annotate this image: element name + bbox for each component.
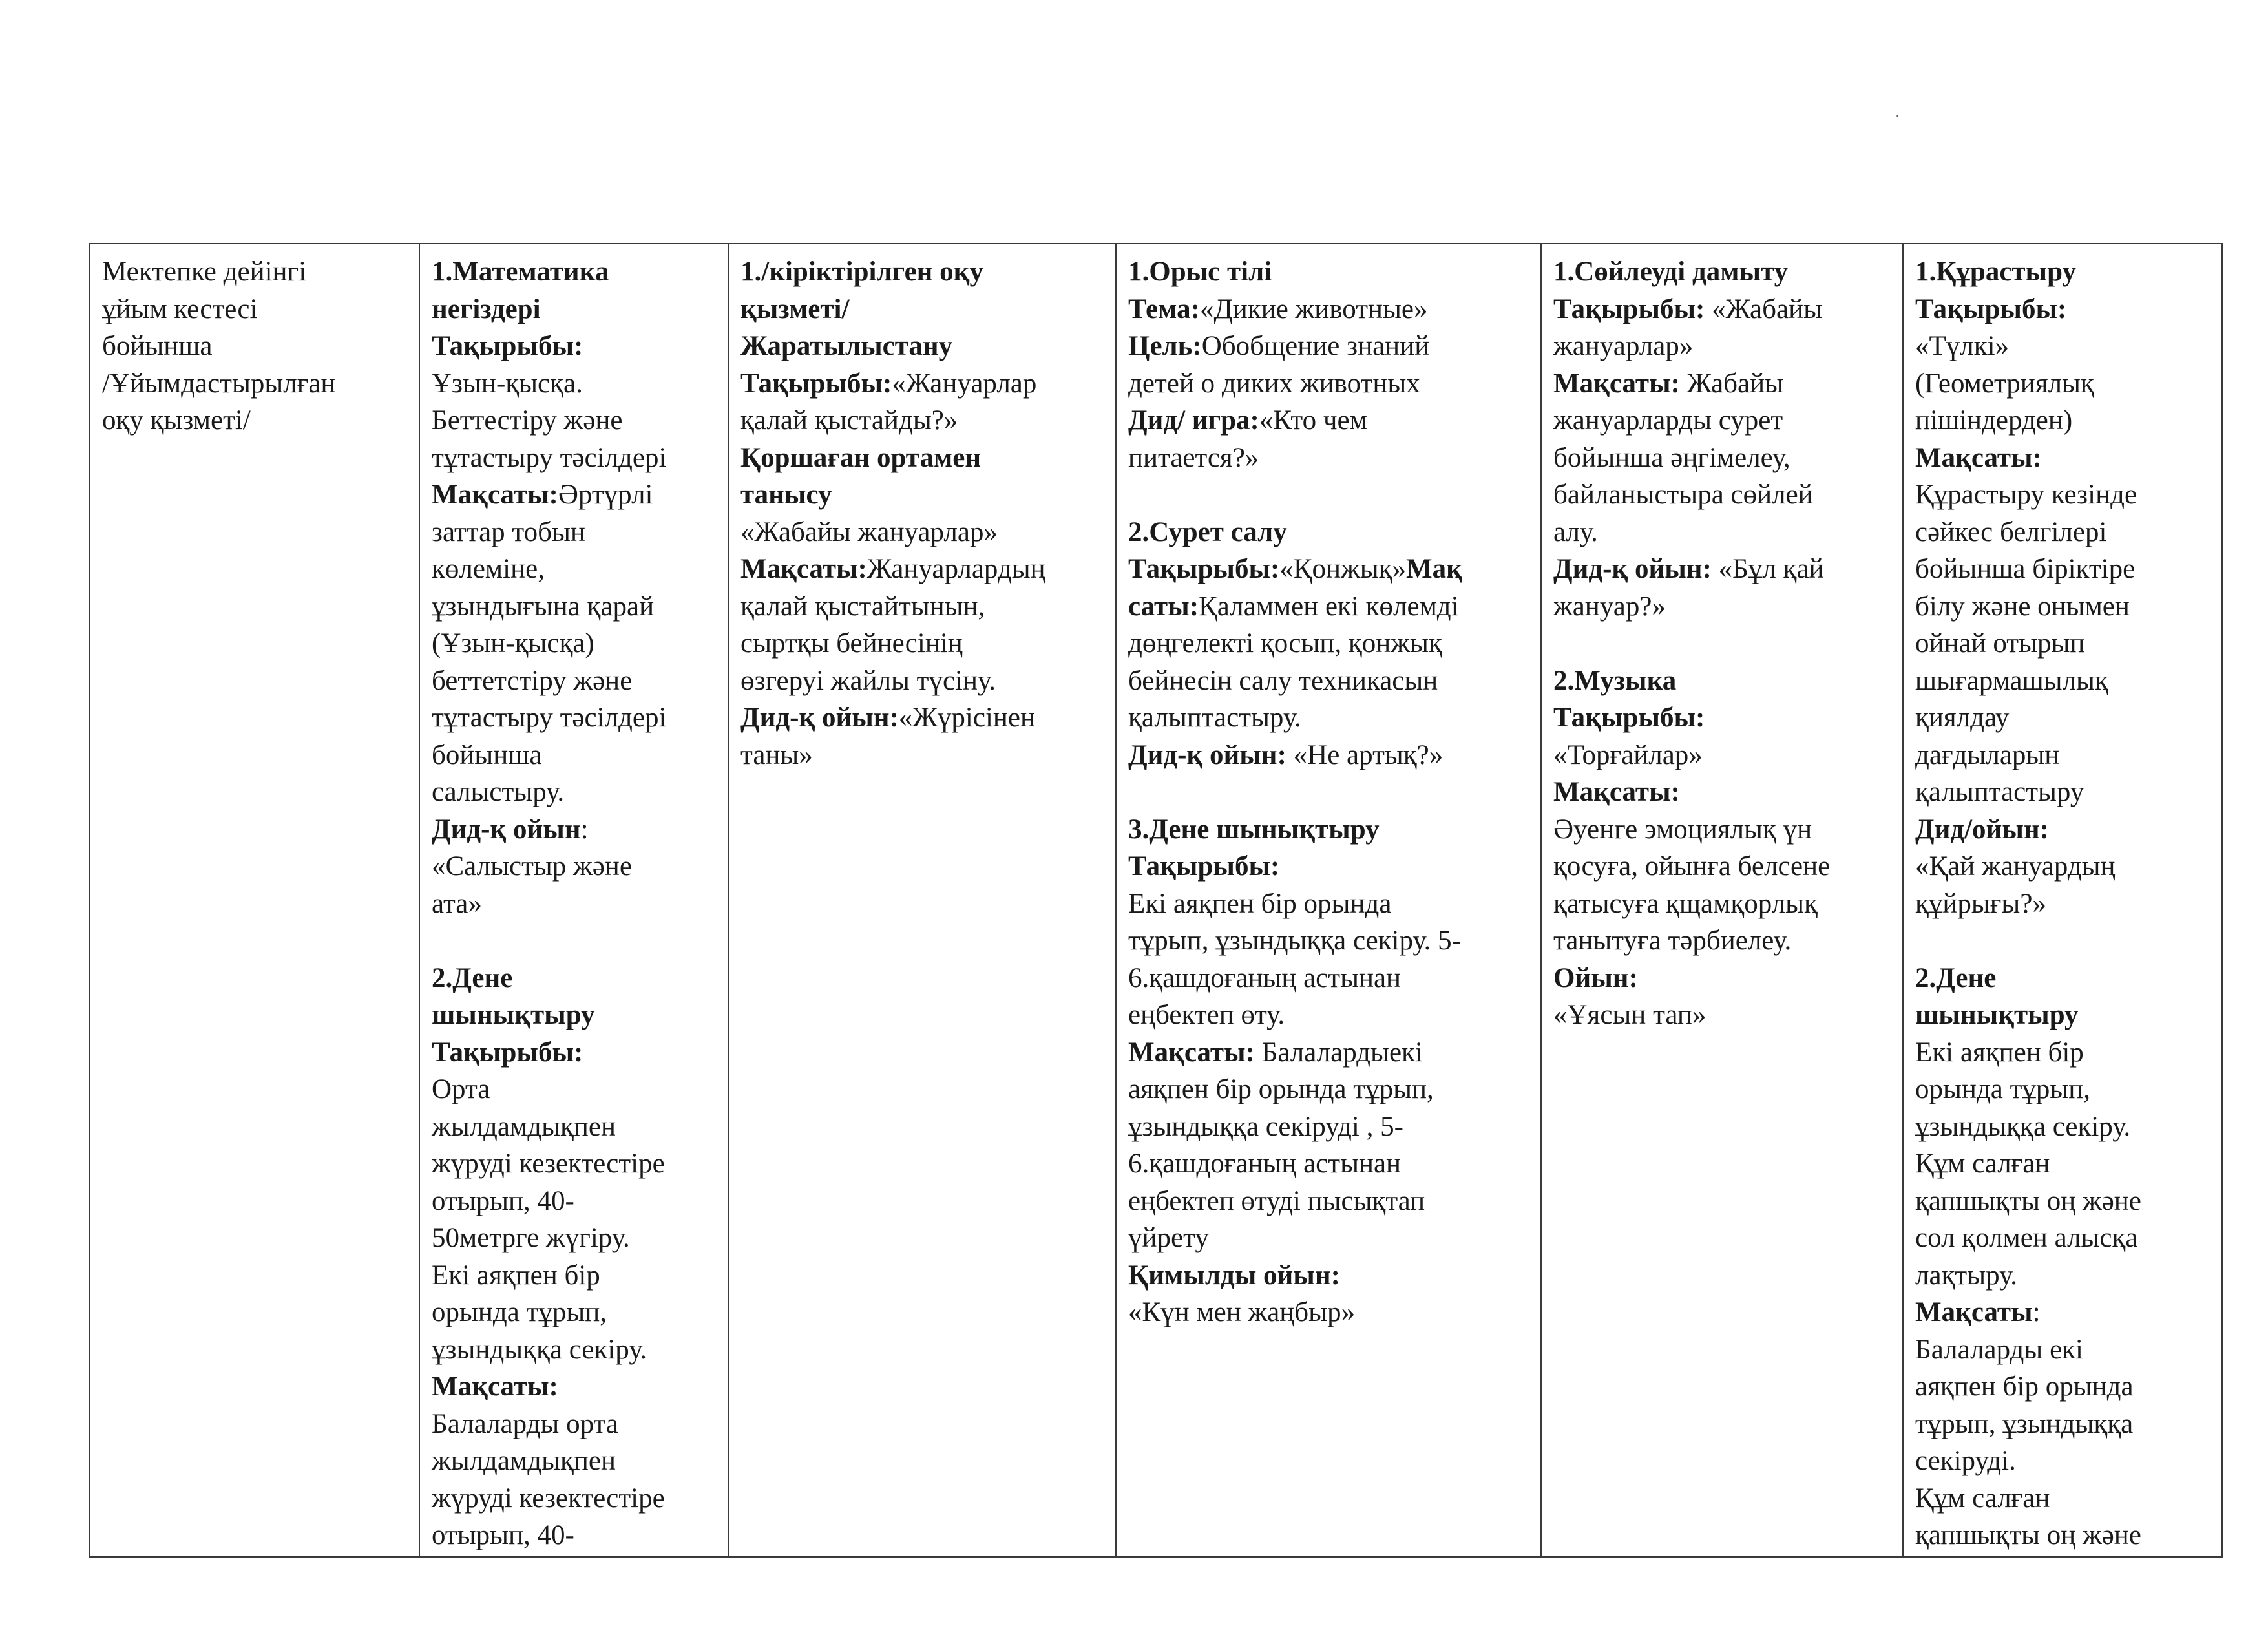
text-line: ұзындығына қарай (432, 591, 655, 622)
text-line: үйрету (1128, 1223, 1209, 1253)
text-line: тұрып, ұзындыққа (1915, 1408, 2134, 1439)
text-line: ұзындыққа секіру. (1915, 1111, 2131, 1142)
text-line: ұйым кестесі (102, 293, 258, 324)
bold-label: Мақсаты (1915, 1297, 2033, 1327)
cell-organization-label (90, 244, 419, 1557)
text-line: Ұзын-қысқа. (432, 368, 583, 399)
text-run: «Дикие животные» (1199, 293, 1428, 324)
text-line (1915, 1294, 2210, 1331)
text-line: алу. (1553, 516, 1598, 547)
text-line (1553, 365, 1891, 403)
bold-label: Тақырыбы: (740, 368, 892, 399)
text-line: Тақырыбы: (1915, 293, 2067, 324)
bold-label: Мақсаты: (432, 480, 558, 510)
cell-math-physical (419, 244, 728, 1557)
text-run: «Жануарлар (892, 368, 1037, 399)
blank-line (432, 922, 716, 960)
text-line: сол қолмен алысқа (1915, 1223, 2138, 1253)
text-line: жүруді кезектестіре (432, 1148, 665, 1179)
text-line (1128, 737, 1529, 774)
blank-line (1128, 774, 1529, 811)
text-line: еңбектеп өтуді пысықтап (1128, 1185, 1425, 1216)
bold-label: Мақсаты: (1553, 368, 1680, 399)
text-line: отырып, 40- (432, 1185, 574, 1216)
text-line (1128, 551, 1529, 588)
bold-label: Дид-қ ойын: (740, 703, 899, 733)
text-line: /Ұйымдастырылған (102, 368, 336, 399)
text-line (740, 551, 1104, 588)
text-run: Жануарлардың (866, 554, 1045, 584)
text-line: лақтыру. (1915, 1260, 2017, 1291)
text-line: қызметі/ (740, 293, 850, 324)
text-line: Құрастыру кезінде (1915, 480, 2137, 510)
text-line: «Күн мен жаңбыр» (1128, 1297, 1356, 1327)
cell-russian-art-physical (1116, 244, 1541, 1557)
text-line: танытуға тәрбиелеу. (1553, 925, 1792, 956)
text-line: (Ұзын-қысқа) (432, 628, 594, 659)
text-line: қалай қыстайтынын, (740, 591, 985, 622)
text-line: бойынша (102, 331, 213, 361)
text-line: қалыптастыру (1915, 777, 2084, 807)
bold-label: Тема: (1128, 293, 1200, 324)
text-line: Құм салған (1915, 1483, 2050, 1514)
text-run: Қаламмен екі көлемді (1199, 591, 1459, 622)
bold-label: саты: (1128, 591, 1199, 622)
text-line: 50метрге жүгіру. (432, 1223, 630, 1253)
text-line: Балаларды екі (1915, 1334, 2083, 1365)
text-line: бойынша (432, 739, 542, 770)
text-line: Ойын: (1553, 962, 1638, 993)
text-line: танысу (740, 480, 832, 510)
text-line: тұтастыру тәсілдері (432, 442, 667, 473)
blank-line (1553, 625, 1891, 662)
bold-label: Мақсаты: (740, 554, 867, 584)
text-line: (Геометриялық (1915, 368, 2094, 399)
text-line: қапшықты оң және (1915, 1520, 2141, 1550)
text-line: Тақырыбы: (432, 331, 583, 361)
text-line: Беттестіру және (432, 405, 623, 436)
text-line (1553, 291, 1891, 328)
text-line: көлеміне, (432, 554, 545, 584)
text-line: бойынша біріктіре (1915, 554, 2136, 584)
text-run: «Жүрісінен (898, 703, 1036, 733)
cell-construction-physical (1903, 244, 2222, 1557)
text-line: питается?» (1128, 442, 1259, 473)
text-run: «Не артық?» (1286, 739, 1444, 770)
text-line: Қимылды ойын: (1128, 1260, 1340, 1291)
bold-label: Дид/ игра: (1128, 405, 1259, 436)
text-line: Мақсаты: (1553, 777, 1680, 807)
text-line: Екі аяқпен бір орында (1128, 888, 1392, 919)
text-line: Екі аяқпен бір (1915, 1037, 2084, 1068)
text-line (432, 811, 716, 849)
text-line: бейнесін салу техникасын (1128, 665, 1438, 696)
text-line: дағдыларын (1915, 739, 2060, 770)
text-line: қапшықты оң және (1915, 1185, 2141, 1216)
text-line: 1.Математика (432, 257, 609, 287)
text-line: 2.Музыка (1553, 665, 1677, 696)
text-line: өзгеруі жайлы түсіну. (740, 665, 996, 696)
text-line: шынықтыру (432, 1000, 595, 1030)
text-run: Әртүрлі (558, 480, 653, 510)
bold-label: Мақсаты: (1128, 1037, 1255, 1068)
text-line: Тақырыбы: (1553, 703, 1705, 733)
text-line: қалыптастыру. (1128, 703, 1301, 733)
bold-label: Цель: (1128, 331, 1202, 361)
text-line: қатысуға қщамқорлық (1553, 888, 1818, 919)
text-line: таны» (740, 739, 813, 770)
bold-label: Тақырыбы: (1553, 293, 1705, 324)
text-line: негіздері (432, 293, 541, 324)
table-row (90, 244, 2222, 1557)
text-line: «Салыстыр және (432, 851, 632, 882)
text-line (740, 365, 1104, 403)
bold-label: Мақ (1406, 554, 1462, 584)
text-line: пішіндерден) (1915, 405, 2073, 436)
text-line: 2.Дене (432, 962, 513, 993)
text-line (1128, 402, 1529, 439)
text-line: 6.қашдоғаның астынан (1128, 1148, 1402, 1179)
text-line: Тақырыбы: (1128, 851, 1280, 882)
text-line: білу және онымен (1915, 591, 2130, 622)
bold-label: Дид-қ ойын (432, 814, 581, 845)
text-line: жүруді кезектестіре (432, 1483, 665, 1514)
text-line: ойнай отырып (1915, 628, 2085, 659)
text-line (1128, 328, 1529, 365)
text-line: Екі аяқпен бір (432, 1260, 600, 1291)
text-line: аяқпен бір орында (1915, 1371, 2134, 1402)
cell-integrated-activity (728, 244, 1116, 1557)
text-line: «Қай жануардың (1915, 851, 2116, 882)
bold-label: Дид-қ ойын: (1128, 739, 1286, 770)
text-line: жануарлар» (1553, 331, 1694, 361)
text-line: тұрып, ұзындыққа секіру. 5- (1128, 925, 1461, 956)
text-line (1128, 291, 1529, 328)
text-line: дөңгелекті қосып, қонжық (1128, 628, 1442, 659)
text-line: 3.Дене шынықтыру (1128, 814, 1380, 845)
text-run: «Бұл қай (1711, 554, 1824, 584)
text-line: 1./кіріктірілген оқу (740, 257, 983, 287)
text-line: Мақсаты: (1915, 442, 2042, 473)
text-line: тұтастыру тәсілдері (432, 703, 667, 733)
text-line: «Жабайы жануарлар» (740, 516, 998, 547)
bold-label: Дид-қ ойын: (1553, 554, 1712, 584)
blank-line (1128, 476, 1529, 514)
text-line: «Торғайлар» (1553, 739, 1703, 770)
text-line: Балаларды орта (432, 1408, 618, 1439)
text-run: «Кто чем (1259, 405, 1367, 436)
text-line: «Түлкі» (1915, 331, 2010, 361)
bold-label: Тақырыбы: (1128, 554, 1280, 584)
text-line: қосуға, ойынға белсене (1553, 851, 1831, 882)
text-line: бойынша әңгімелеу, (1553, 442, 1790, 473)
text-line: 1.Орыс тілі (1128, 257, 1272, 287)
text-line: 2.Сурет салу (1128, 516, 1287, 547)
text-line: байланыстыра сөйлей (1553, 480, 1813, 510)
text-line: 1.Сөйлеуді дамыту (1553, 257, 1789, 287)
text-line: жануар?» (1553, 591, 1666, 622)
text-line: сәйкес белгілері (1915, 516, 2107, 547)
text-line: заттар тобын (432, 516, 585, 547)
text-line: оқу қызметі/ (102, 405, 251, 436)
text-line: Тақырыбы: (432, 1037, 583, 1068)
text-line: 2.Дене (1915, 962, 1997, 993)
text-line: секіруді. (1915, 1446, 2016, 1476)
text-run: Жабайы (1679, 368, 1784, 399)
text-line: Мектепке дейінгі (102, 257, 307, 287)
text-line: құйрығы?» (1915, 888, 2046, 919)
text-run: : (580, 814, 589, 845)
text-line: Әуенге эмоциялық үн (1553, 814, 1812, 845)
text-line: шынықтыру (1915, 1000, 2079, 1030)
text-run: «Жабайы (1705, 293, 1823, 324)
text-line: Жаратылыстану (740, 331, 953, 361)
scan-speck (1896, 115, 1898, 117)
text-line: сыртқы бейнесінің (740, 628, 963, 659)
text-line (432, 476, 716, 514)
text-line: орында тұрып, (432, 1297, 607, 1327)
text-line (1128, 588, 1529, 626)
text-line: ұзындыққа секіру. (432, 1334, 647, 1365)
text-line: 1.Құрастыру (1915, 257, 2076, 287)
text-line: ата» (432, 888, 482, 919)
text-line: Қоршаған ортамен (740, 442, 982, 473)
text-line (1128, 1034, 1529, 1072)
text-line: жануарларды сурет (1553, 405, 1783, 436)
text-line: Орта (432, 1074, 490, 1104)
text-line: еңбектеп өту. (1128, 1000, 1285, 1030)
text-line: қиялдау (1915, 703, 2010, 733)
text-line (1553, 551, 1891, 588)
text-line: жылдамдықпен (432, 1111, 616, 1142)
cell-speech-music (1541, 244, 1903, 1557)
text-line: қалай қыстайды?» (740, 405, 958, 436)
text-line: ұзындыққа секіруді , 5- (1128, 1111, 1403, 1142)
text-line: «Ұясын тап» (1553, 1000, 1706, 1030)
text-line: шығармашылық (1915, 665, 2108, 696)
text-line: орында тұрып, (1915, 1074, 2091, 1104)
text-line: аяқпен бір орында тұрып, (1128, 1074, 1434, 1104)
text-line: жылдамдықпен (432, 1446, 616, 1476)
text-run: : (2032, 1297, 2041, 1327)
text-line: 6.қашдоғаның астынан (1128, 962, 1402, 993)
text-line: Мақсаты: (432, 1371, 558, 1402)
text-line: отырып, 40- (432, 1520, 574, 1550)
text-run: «Қонжық» (1279, 554, 1407, 584)
blank-line (1915, 922, 2210, 960)
text-line (740, 699, 1104, 737)
text-line: беттетстіру және (432, 665, 633, 696)
text-line: салыстыру. (432, 777, 565, 807)
text-line: детей о диких животных (1128, 368, 1420, 399)
text-run: Обобщение знаний (1201, 331, 1430, 361)
schedule-table (89, 243, 2223, 1558)
text-run: Балалардыекі (1254, 1037, 1423, 1068)
text-line: Дид/ойын: (1915, 814, 2050, 845)
text-line: Құм салған (1915, 1148, 2050, 1179)
